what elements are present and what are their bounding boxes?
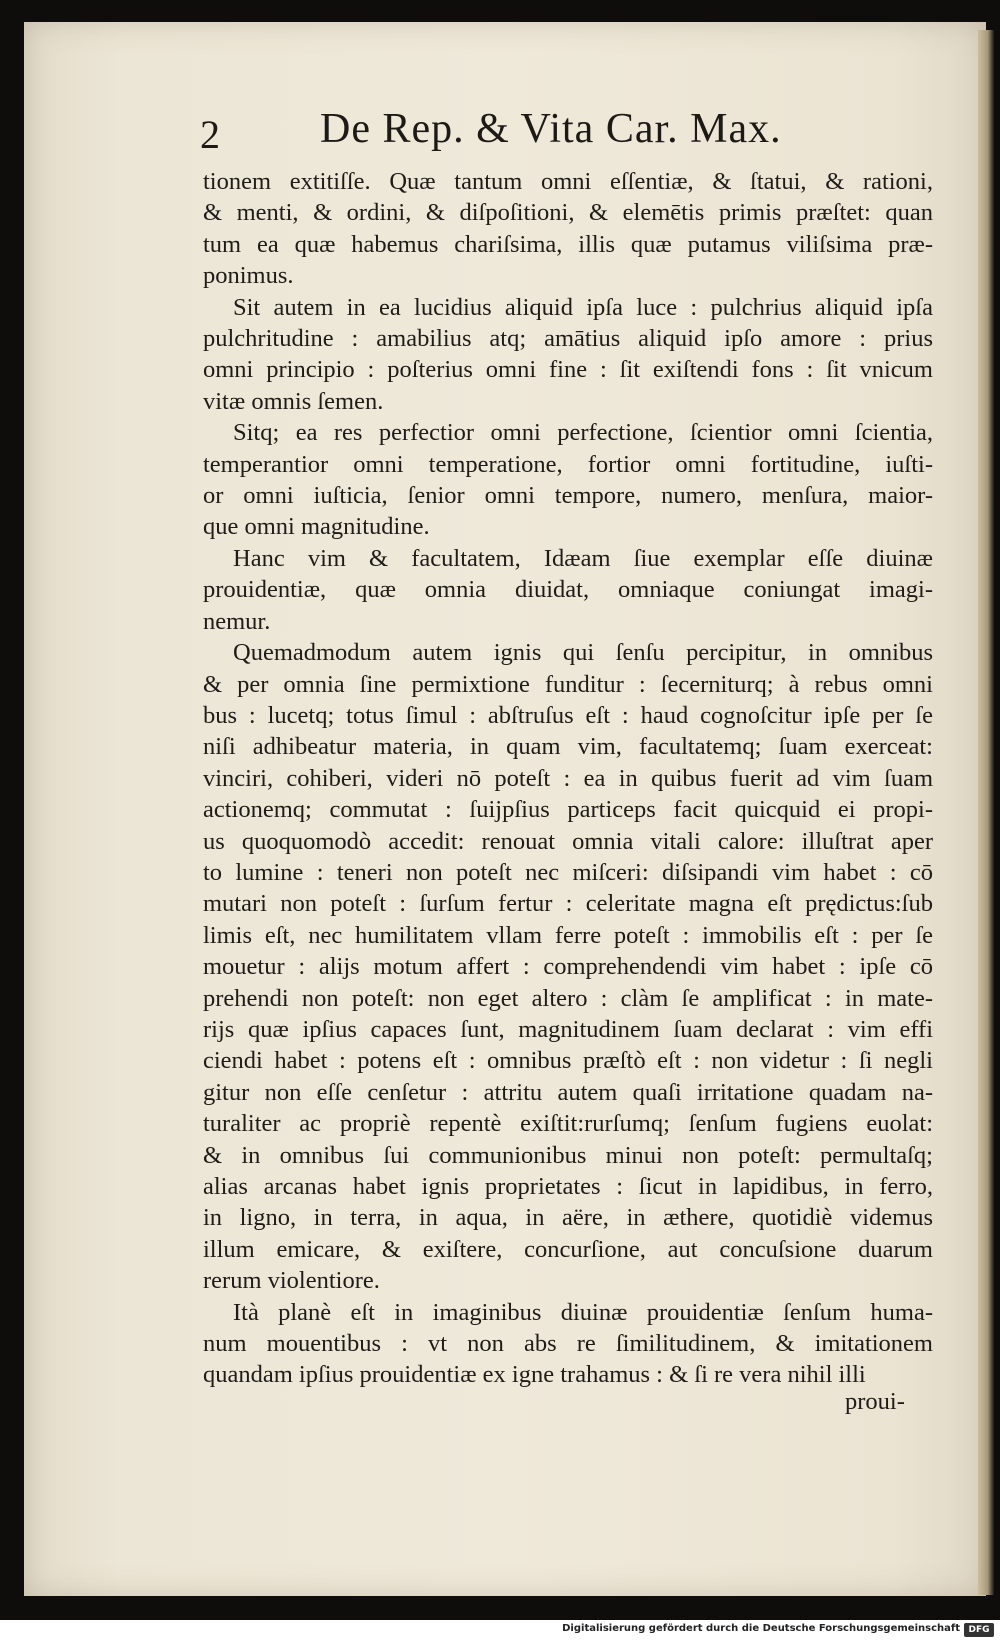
text-line: to lumine : teneri non poteſt nec miſceri: diſsipandi vim habet : cō (203, 858, 933, 886)
text-line: turaliter ac propriè repentè exiſtit:rurſumq; ſenſum fugiens euolat: (203, 1110, 933, 1138)
catchword: proui- (845, 1388, 905, 1415)
text-line: Sit autem in ea lucidius aliquid ipſa luce : pulchrius aliquid ipſa (233, 293, 933, 321)
paragraph (203, 543, 933, 637)
text-line: & in omnibus ſui communionibus minui non poteſt: permultaſq; (203, 1141, 933, 1169)
page-number: 2 (200, 112, 220, 157)
paragraph (203, 292, 933, 418)
running-title: De Rep. & Vita Car. Max. (320, 106, 782, 152)
dfg-logo: DFG (964, 1623, 994, 1637)
text-line: in ligno, in terra, in aqua, in aëre, in æthere, quotidiè videmus (203, 1204, 933, 1232)
text-line: mutari non poteſt : ſurſum fertur : celeritate magna eſt prędictus:ſub (203, 890, 933, 918)
text-line: niſi adhibeatur materia, in quam vim, facultatemq; ſuam exerceat: (203, 733, 933, 761)
text-line: illum emicare, & exiſtere, concurſione, aut concuſsione duarum (203, 1235, 933, 1263)
page-edge (978, 30, 994, 1595)
digitization-footer (0, 1620, 1000, 1641)
text-line: que omni magnitudine. (203, 513, 430, 541)
text-line: gitur non eſſe cenſetur : attritu autem quaſi irritatione quadam na- (203, 1078, 933, 1106)
text-line: & menti, & ordini, & diſpoſitioni, & elemētis primis præſtet: quan (203, 199, 933, 227)
body-text (203, 166, 933, 1391)
text-line: tum ea quæ habemus chariſsima, illis quæ putamus viliſsima præ- (203, 230, 933, 258)
text-line: alias arcanas habet ignis proprietates : ſicut in lapidibus, in ferro, (203, 1173, 933, 1200)
text-line: Ità planè eſt in imaginibus diuinæ prouidentiæ ſenſum huma- (233, 1298, 933, 1326)
text-line: rijs quæ ipſius capaces ſunt, magnitudinem ſuam declarat : vim effi (203, 1015, 933, 1043)
text-line: vinciri, cohiberi, videri nō poteſt : ea in quibus fuerit ad vim ſuam (203, 764, 933, 792)
text-line: limis eſt, nec humilitatem vllam ferre poteſt : immobilis eſt : per ſe (203, 921, 933, 949)
text-line: prouidentiæ, quæ omnia diuidat, omniaque coniungat imagi- (203, 576, 933, 604)
paragraph (203, 1297, 933, 1391)
text-line: vitæ omnis ſemen. (203, 387, 384, 415)
text-line: mouetur : alijs motum affert : comprehendendi vim habet : ipſe cō (203, 953, 933, 981)
footer-credit: Digitalisierung gefördert durch die Deutsche Forschungsgemeinschaft (562, 1623, 960, 1634)
text-line: rerum violentiore. (203, 1267, 380, 1295)
text-line: ponimus. (203, 262, 294, 290)
text-line: Quemadmodum autem ignis qui ſenſu percipitur, in omnibus (233, 639, 933, 667)
text-line: us quoquomodò accedit: renouat omnia vitali calore: illuſtrat aper (203, 827, 933, 855)
text-line: temperantior omni temperatione, fortior omni fortitudine, iuſti- (203, 450, 933, 478)
text-line: actionemq; commutat : ſuijpſius particeps facit quicquid ei propi- (203, 796, 933, 824)
paragraph (203, 166, 933, 292)
paragraph (203, 417, 933, 543)
text-line: omni principio : poſterius omni fine : ſit exiſtendi fons : ſit vnicum (203, 356, 933, 384)
text-line: bus : lucetq; totus ſimul : abſtruſus eſt : haud cognoſcitur ipſe per ſe (203, 701, 933, 729)
text-line: tionem extitiſſe. Quæ tantum omni eſſentiæ, & ſtatui, & rationi, (203, 168, 933, 195)
page-header (175, 105, 955, 165)
text-line: or omni iuſticia, ſenior omni tempore, numero, menſura, maior- (203, 482, 933, 510)
text-line: num mouentibus : vt non abs re ſimilitudinem, & imitationem (203, 1330, 933, 1358)
text-line: quandam ipſius prouidentiæ ex igne trahamus : & ſi re vera nihil illi (203, 1361, 866, 1389)
text-line: prehendi non poteſt: non eget altero : clàm ſe amplificat : in mate- (203, 984, 933, 1012)
text-line: ciendi habet : potens eſt : omnibus præſtò eſt : non videtur : ſi negli (203, 1047, 933, 1075)
text-line: pulchritudine : amabilius atq; amātius aliquid ipſo amore : prius (203, 325, 933, 353)
text-line: Sitq; ea res perfectior omni perfectione, ſcientior omni ſcientia, (233, 419, 933, 447)
paragraph (203, 637, 933, 1297)
text-line: nemur. (203, 607, 271, 635)
text-line: & per omnia ſine permixtione funditur : ſecerniturq; à rebus omni (203, 670, 933, 698)
text-line: Hanc vim & facultatem, Idæam ſiue exemplar eſſe diuinæ (233, 544, 933, 572)
